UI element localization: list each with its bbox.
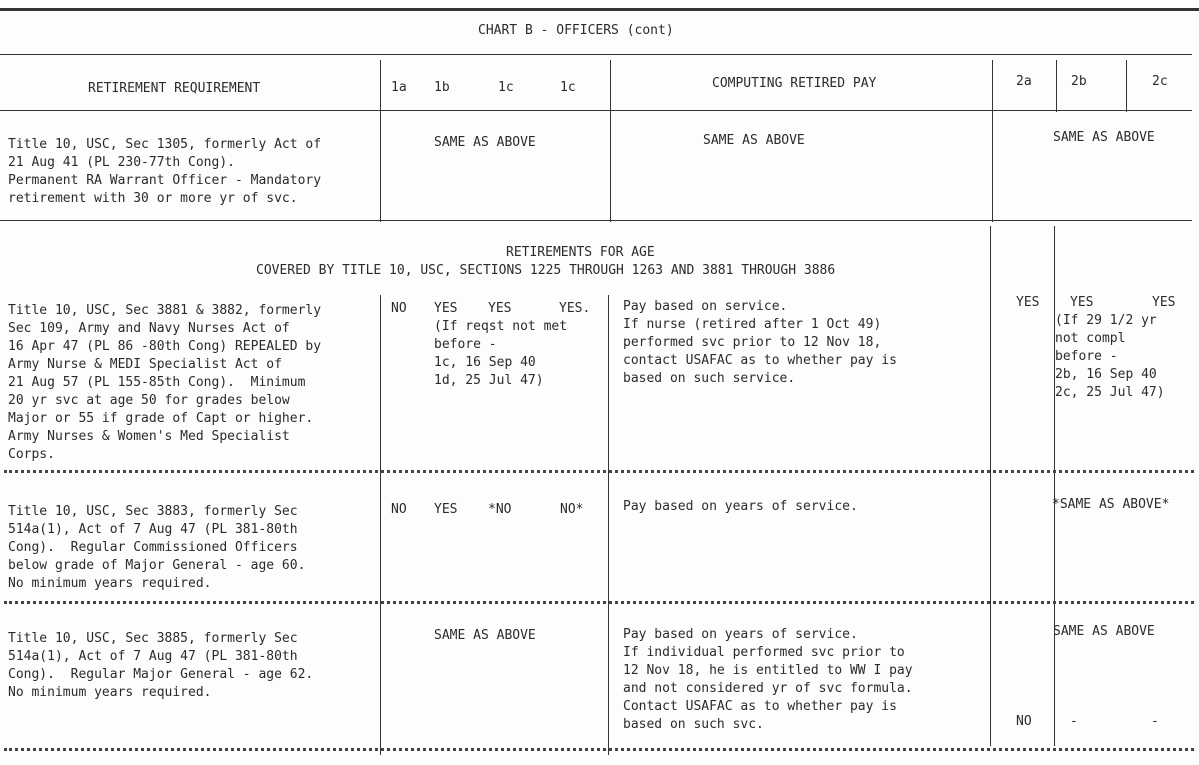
row2-1a: NO [391,301,407,316]
header-2a: 2a [1016,74,1032,89]
row2-comp-line: If nurse (retired after 1 Oct 49) [623,317,882,332]
row2-req-line: Corps. [8,447,55,462]
col-divider-1-lower [608,295,609,755]
row1-req-line: Permanent RA Warrant Officer - Mandatory [8,173,322,188]
row2-computing [623,298,897,388]
row2-col2-note-line: 2b, 16 Sep 40 [1055,367,1157,382]
row2-col1-note-line: 1c, 16 Sep 40 [434,355,536,370]
row1-req-line: 21 Aug 41 (PL 230-77th Cong). [8,155,235,170]
row2-col2-note [1055,312,1165,402]
title-rule [0,54,1192,55]
row1-req-line: Title 10, USC, Sec 1305, formerly Act of [8,137,322,152]
row3-req-line: 514a(1), Act of 7 Aug 47 (PL 381-80th [8,522,298,537]
row1-computing-value: SAME AS ABOVE [703,133,805,148]
row4-comp-line: 12 Nov 18, he is entitled to WW I pay [623,663,913,678]
header-1b: 1b [434,80,450,95]
col-divider-2ab [1056,60,1057,112]
col-divider-req-lower [380,295,381,755]
row4-requirement [8,630,313,702]
row4-col2-value: SAME AS ABOVE [1053,624,1155,639]
col-divider-2ab-lower [1054,226,1055,746]
row2-comp-line: performed svc prior to 12 Nov 18, [623,335,882,350]
row4-comp-line: If individual performed svc prior to [623,645,905,660]
row4-comp-line: and not considered yr of svc formula. [623,681,913,696]
header-2c: 2c [1152,74,1168,89]
row2-col1-note [434,318,567,390]
row2-req-line: 16 Apr 47 (PL 86 -80th Cong) REPEALED by [8,339,322,354]
row2-col2-note-line: 2c, 25 Jul 47) [1055,385,1165,400]
row2-1b: YES [434,301,458,316]
row2-1c-second: YES. [559,301,591,316]
top-rule [0,8,1199,11]
row1-req-line: retirement with 30 or more yr of svc. [8,191,298,206]
row2-req-line: Army Nurses & Women's Med Specialist [8,429,290,444]
col-divider-comp-lower [990,226,991,746]
row3-req-line: below grade of Major General - age 60. [8,558,306,573]
col-divider-1 [610,60,611,222]
row4-comp-line: Pay based on years of service. [623,627,858,642]
chart-title: CHART B - OFFICERS (cont) [478,23,674,38]
col-divider-2bc [1126,60,1127,112]
row2-req-line: Major or 55 if grade of Capt or higher. [8,411,314,426]
section-subtitle: COVERED BY TITLE 10, USC, SECTIONS 1225 THROUGH 1263 AND 3881 THROUGH 3886 [256,263,836,278]
header-1c-second: 1c [560,80,576,95]
row2-comp-line: Pay based on service. [623,299,788,314]
row2-col2-note-line: not compl [1055,331,1126,346]
row4-req-line: Cong). Regular Major General - age 62. [8,667,314,682]
header-rule [0,110,1192,111]
row2-dotted-rule [4,470,1194,473]
row4-2a: NO [1016,714,1032,729]
row3-1a: NO [391,502,407,517]
row1-requirement [8,136,321,208]
row2-col1-note-line: 1d, 25 Jul 47) [434,373,544,388]
row3-dotted-rule [4,601,1194,604]
row4-col1-value: SAME AS ABOVE [434,628,536,643]
row2-req-line: 20 yr svc at age 50 for grades below [8,393,290,408]
row2-req-line: Sec 109, Army and Navy Nurses Act of [8,321,290,336]
row2-req-line: 21 Aug 57 (PL 155-85th Cong). Minimum [8,375,306,390]
row2-2a: YES [1016,295,1040,310]
row2-2b: YES [1070,295,1094,310]
row1-col1-value: SAME AS ABOVE [434,135,536,150]
row4-comp-line: Contact USAFAC as to whether pay is [623,699,897,714]
col-divider-comp [992,60,993,222]
row4-comp-line: based on such svc. [623,717,764,732]
row3-req-line: Cong). Regular Commissioned Officers [8,540,298,555]
row4-req-line: Title 10, USC, Sec 3885, formerly Sec [8,631,298,646]
row3-req-line: No minimum years required. [8,576,212,591]
row4-req-line: No minimum years required. [8,685,212,700]
row3-1c-second: NO* [560,502,584,517]
col-divider-req [380,60,381,222]
row2-col1-note-line: (If reqst not met [434,319,568,334]
row3-requirement [8,503,305,593]
row4-2b: - [1070,714,1078,729]
row2-requirement [8,302,321,464]
header-computing: COMPUTING RETIRED PAY [712,76,877,91]
row3-1c-first: *NO [488,502,512,517]
row3-1b: YES [434,502,458,517]
row2-req-line: Title 10, USC, Sec 3881 & 3882, formerly [8,303,322,318]
row2-comp-line: contact USAFAC as to whether pay is [623,353,897,368]
header-2b: 2b [1071,74,1087,89]
row2-col2-note-line: before - [1055,349,1118,364]
row2-req-line: Army Nurse & MEDI Specialist Act of [8,357,282,372]
row1-rule [0,220,1192,221]
row2-1c-first: YES [488,301,512,316]
row4-computing [623,626,913,734]
header-requirement: RETIREMENT REQUIREMENT [88,81,261,96]
row3-req-line: Title 10, USC, Sec 3883, formerly Sec [8,504,298,519]
row3-col2-value: *SAME AS ABOVE* [1052,497,1170,512]
row2-comp-line: based on such service. [623,371,796,386]
row3-computing-value: Pay based on years of service. [623,499,858,514]
row4-2c: - [1151,714,1159,729]
section-title: RETIREMENTS FOR AGE [506,245,655,260]
row4-dotted-rule [4,748,1194,751]
row2-col2-note-line: (If 29 1/2 yr [1055,313,1157,328]
row4-req-line: 514a(1), Act of 7 Aug 47 (PL 381-80th [8,649,298,664]
header-1a: 1a [391,80,407,95]
row2-2c: YES [1152,295,1176,310]
row2-col1-note-line: before - [434,337,497,352]
row1-col2-value: SAME AS ABOVE [1053,130,1155,145]
header-1c-first: 1c [498,80,514,95]
